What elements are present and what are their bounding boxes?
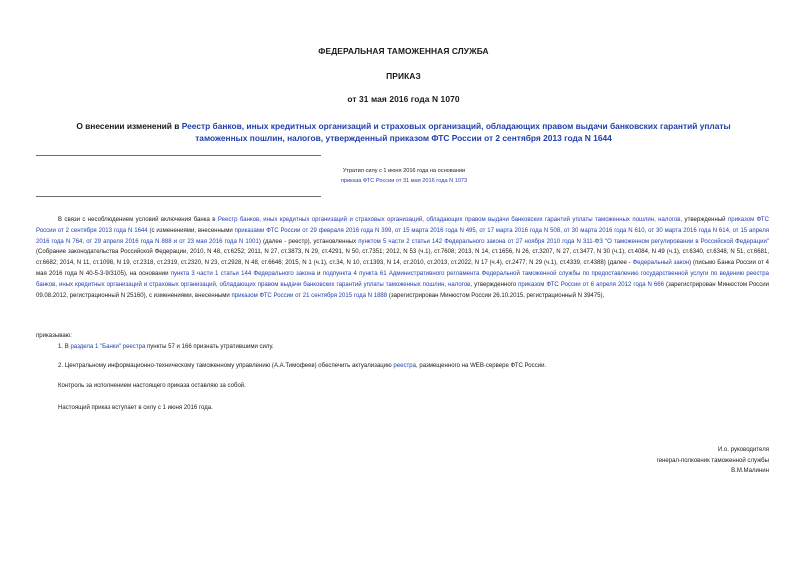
- preamble-text-6: ) (письмо Банка России от 4 мая 2016 года N 40-5-3-9/3105), на основании: [36, 260, 769, 277]
- preamble-text-10: (зарегистрирован Минюстом России 26.10.2015, регистрационный N 39475),: [387, 292, 605, 299]
- federal-law-link[interactable]: Федеральный закон: [632, 260, 690, 267]
- preamble-paragraph: [36, 215, 769, 301]
- document-title: [52, 120, 755, 144]
- registry-link-3[interactable]: реестра: [393, 363, 416, 369]
- order-666-link[interactable]: приказом ФТС России от 6 апреля 2012 года N 666: [518, 281, 664, 288]
- preamble-text-5: (Собрание законодательства Российской Федерации, 2010, N 48, ст.6252; 2011, N 27, ст.3873, N 29, ст.4291, N 50, ст.7351; 2012, N 53 (ч.1), ст.7608; 2013, N 14, ст.1656, N 26, ст.3207, N 27, ст.3477, N 30 (ч.1), ст.4084, N 49 (ч.1), ст.6340, ст.6348, N 51, ст.6681, ст.6682; 2014, N 11, ст.1098, N 19, ст.2318, ст.2319, ст.2320, N 23, ст.2928, N 48, ст.6646; 2015, N 1 (ч.1), ст.34, N 10, ст.1393, N 14, ст.2010, ст.2013, ст.2022, N 17 (ч.4), ст.2477, N 29 (ч.1), ст.4339, ст.4388) (далее -: [36, 249, 769, 267]
- item-1-text-2: пункты 57 и 166 признать утратившими силу.: [145, 344, 274, 350]
- repeal-order-link[interactable]: приказа ФТС России от 31 мая 2016 года N 1073: [340, 178, 468, 184]
- item-2-text-1: 2. Центральному информационно-техническому таможенному управлению (А.А.Тимофеев) обеспечить актуализацию: [58, 363, 394, 369]
- signature-block: [509, 445, 769, 477]
- item-1-text-1: 1. В: [58, 344, 71, 350]
- amending-orders-link[interactable]: приказами ФТС России от 29 февраля 2016 года N 399, от 15 марта 2016 года N 495, от 17 марта 2016 года N 508, от 30 марта 2016 года N 610, от 30 марта 2016 года N 614, от 15 апреля 2016 года N 764, от 29 апреля 2016 года N 888 и от 23 мая 2016 года N 1001: [36, 227, 770, 245]
- signatory-rank: генерал-полковник таможенной службы: [656, 457, 769, 464]
- signatory-name: В.М.Малинин: [731, 468, 769, 474]
- preamble-text-9: (зарегистрирован Минюстом России 09.08.2012, регистрационный N 25160), с изменениями, внесенными: [36, 281, 769, 299]
- item-1: [58, 342, 769, 352]
- preamble-text-8: , утвержденного: [470, 281, 519, 288]
- preamble-text-1: В связи с несоблюдением условий включения банка в: [58, 217, 218, 223]
- date-number-heading: от 31 мая 2016 года N 1070: [347, 94, 460, 104]
- preamble: [36, 215, 769, 301]
- signatory-position: И.о. руководителя: [717, 447, 769, 453]
- order-1644-link[interactable]: приказом ФТС России от 2 сентября 2013 года N 1644: [36, 217, 769, 234]
- divider-bottom: [36, 196, 321, 197]
- control-paragraph: Контроль за исполнением настоящего приказа оставляю за собой.: [58, 383, 246, 389]
- preamble-text-2: утвержденный: [682, 217, 728, 223]
- validity-note-text: Утратил силу с 1 июня 2016 года на основании: [342, 168, 466, 174]
- title-prefix: О внесении изменений в: [76, 121, 182, 131]
- doc-type-heading: ПРИКАЗ: [386, 71, 421, 81]
- item-2-text-2: , размещенного на WEB-сервере ФТС России.: [415, 363, 547, 369]
- registry-link[interactable]: Реестр банков, иных кредитных организаций и страховых организаций, обладающих правом выдачи банковских гарантий уплаты таможенных пошлин, налогов, утвержденный приказом ФТС России от 2 сентября 2013 года N 1644: [181, 121, 731, 143]
- validity-note: [314, 166, 494, 186]
- effective-date-paragraph: Настоящий приказ вступает в силу с 1 июня 2016 года.: [58, 405, 213, 411]
- item-2: [58, 361, 769, 371]
- order-word: приказываю:: [36, 333, 72, 339]
- registry-link-2[interactable]: Реестр банков, иных кредитных организаций и страховых организаций, обладающих правом выдачи банковских гарантий уплаты таможенных пошлин, налогов,: [217, 217, 683, 223]
- section-1-banks-link[interactable]: раздела 1 "Банки" реестра: [70, 344, 146, 350]
- preamble-text-3: (с изменениями, внесенными: [147, 227, 235, 234]
- divider-top: [36, 155, 321, 156]
- preamble-text-4: ) (далее - реестр), установленных: [258, 238, 359, 245]
- federal-law-article-link[interactable]: пунктом 5 части 2 статьи 142 Федерального закона от 27 ноября 2010 года N 311-ФЗ "О таможенном регулировании в Российской Федерации": [358, 238, 769, 245]
- article-144-link[interactable]: пункта 3 части 1 статьи 144 Федерального закона: [170, 270, 315, 277]
- agency-heading: ФЕДЕРАЛЬНАЯ ТАМОЖЕННАЯ СЛУЖБА: [318, 46, 489, 56]
- order-1888-link[interactable]: приказом ФТС России от 21 сентября 2015 года N 1888: [231, 292, 388, 299]
- regulation-link[interactable]: подпункта 4 пункта 61 Административного регламента Федеральной таможенной службы по предоставлению государственной услуги по ведению реестра банков, иных кредитных организаций и страховых организаций, обладающих правом выдачи банковских гарантий уплаты таможенных пошлин, налогов: [36, 270, 769, 288]
- preamble-text-7: и: [314, 270, 323, 277]
